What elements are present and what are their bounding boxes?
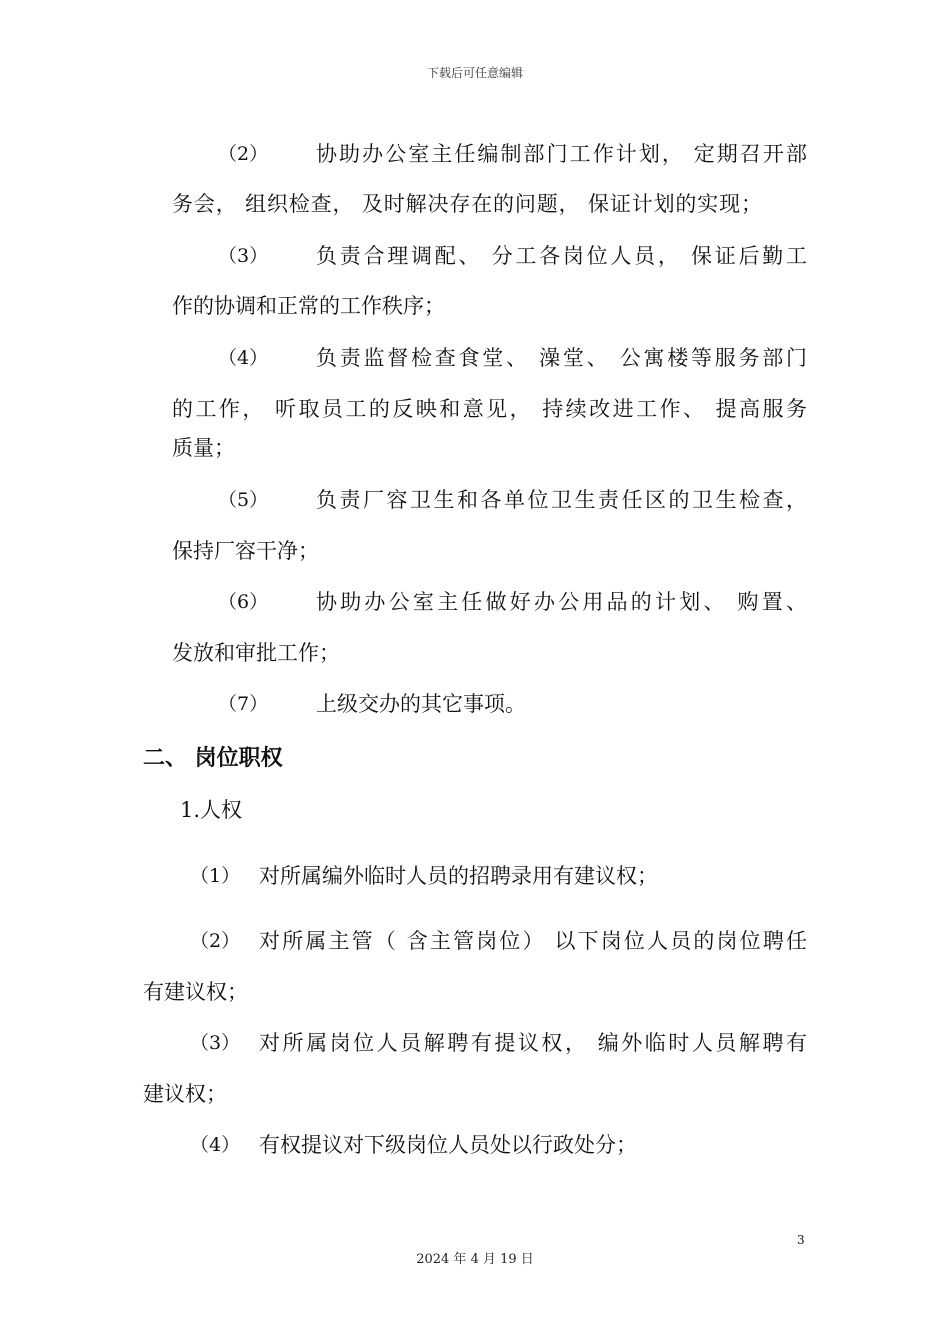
subsection-number: 1.: [180, 798, 201, 822]
subsection-label: 人权: [200, 798, 243, 822]
item-text-line: 的工作， 听取员工的反映和意见， 持续改进工作、 提高服务: [172, 397, 807, 421]
item-text-line: 质量；: [172, 436, 235, 460]
item-number: （3）: [190, 1032, 241, 1054]
item-text-line: 有权提议对下级岗位人员处以行政处分；: [259, 1133, 637, 1157]
item-number: （3）: [218, 245, 269, 267]
item-number: （4）: [190, 1134, 241, 1156]
item-text-line: 协助办公室主任做好办公用品的计划、 购置、: [316, 590, 807, 614]
item-text-line: 负责厂容卫生和各单位卫生责任区的卫生检查，: [316, 488, 807, 512]
section-heading: 二、 岗位职权: [143, 746, 283, 771]
item-text-line: 对所属主管（ 含主管岗位） 以下岗位人员的岗位聘任: [259, 929, 807, 953]
item-text-line: 发放和审批工作；: [172, 641, 340, 665]
item-text-line: 建议权；: [143, 1082, 227, 1106]
subsection-heading: [180, 794, 242, 824]
item-number: （2）: [218, 143, 269, 165]
item-text-line: 有建议权；: [143, 980, 248, 1004]
item-text-line: 保持厂容干净；: [172, 539, 319, 563]
item-text-line: 负责监督检查食堂、 澡堂、 公寓楼等服务部门: [316, 346, 807, 370]
item-text-line: 上级交办的其它事项。: [316, 692, 526, 716]
item-text-line: 作的协调和正常的工作秩序；: [172, 294, 445, 318]
item-number: （5）: [218, 489, 269, 511]
item-number: （2）: [190, 930, 241, 952]
item-number: （4）: [218, 347, 269, 369]
item-text-line: 协助办公室主任编制部门工作计划， 定期召开部: [316, 142, 807, 166]
page-number: 3: [797, 1233, 805, 1247]
item-number: （6）: [218, 591, 269, 613]
item-text-line: 对所属编外临时人员的招聘录用有建议权；: [259, 864, 658, 888]
item-text-line: 负责合理调配、 分工各岗位人员， 保证后勤工: [316, 244, 807, 268]
item-text-line: 务会， 组织检查， 及时解决存在的问题， 保证计划的实现；: [172, 192, 762, 216]
item-text-line: 对所属岗位人员解聘有提议权， 编外临时人员解聘有: [259, 1031, 807, 1055]
page-header: 下载后可任意编辑: [426, 66, 523, 80]
item-number: （1）: [190, 865, 241, 887]
item-number: （7）: [218, 693, 269, 715]
footer-date: 2024 年 4 月 19 日: [416, 1252, 534, 1267]
